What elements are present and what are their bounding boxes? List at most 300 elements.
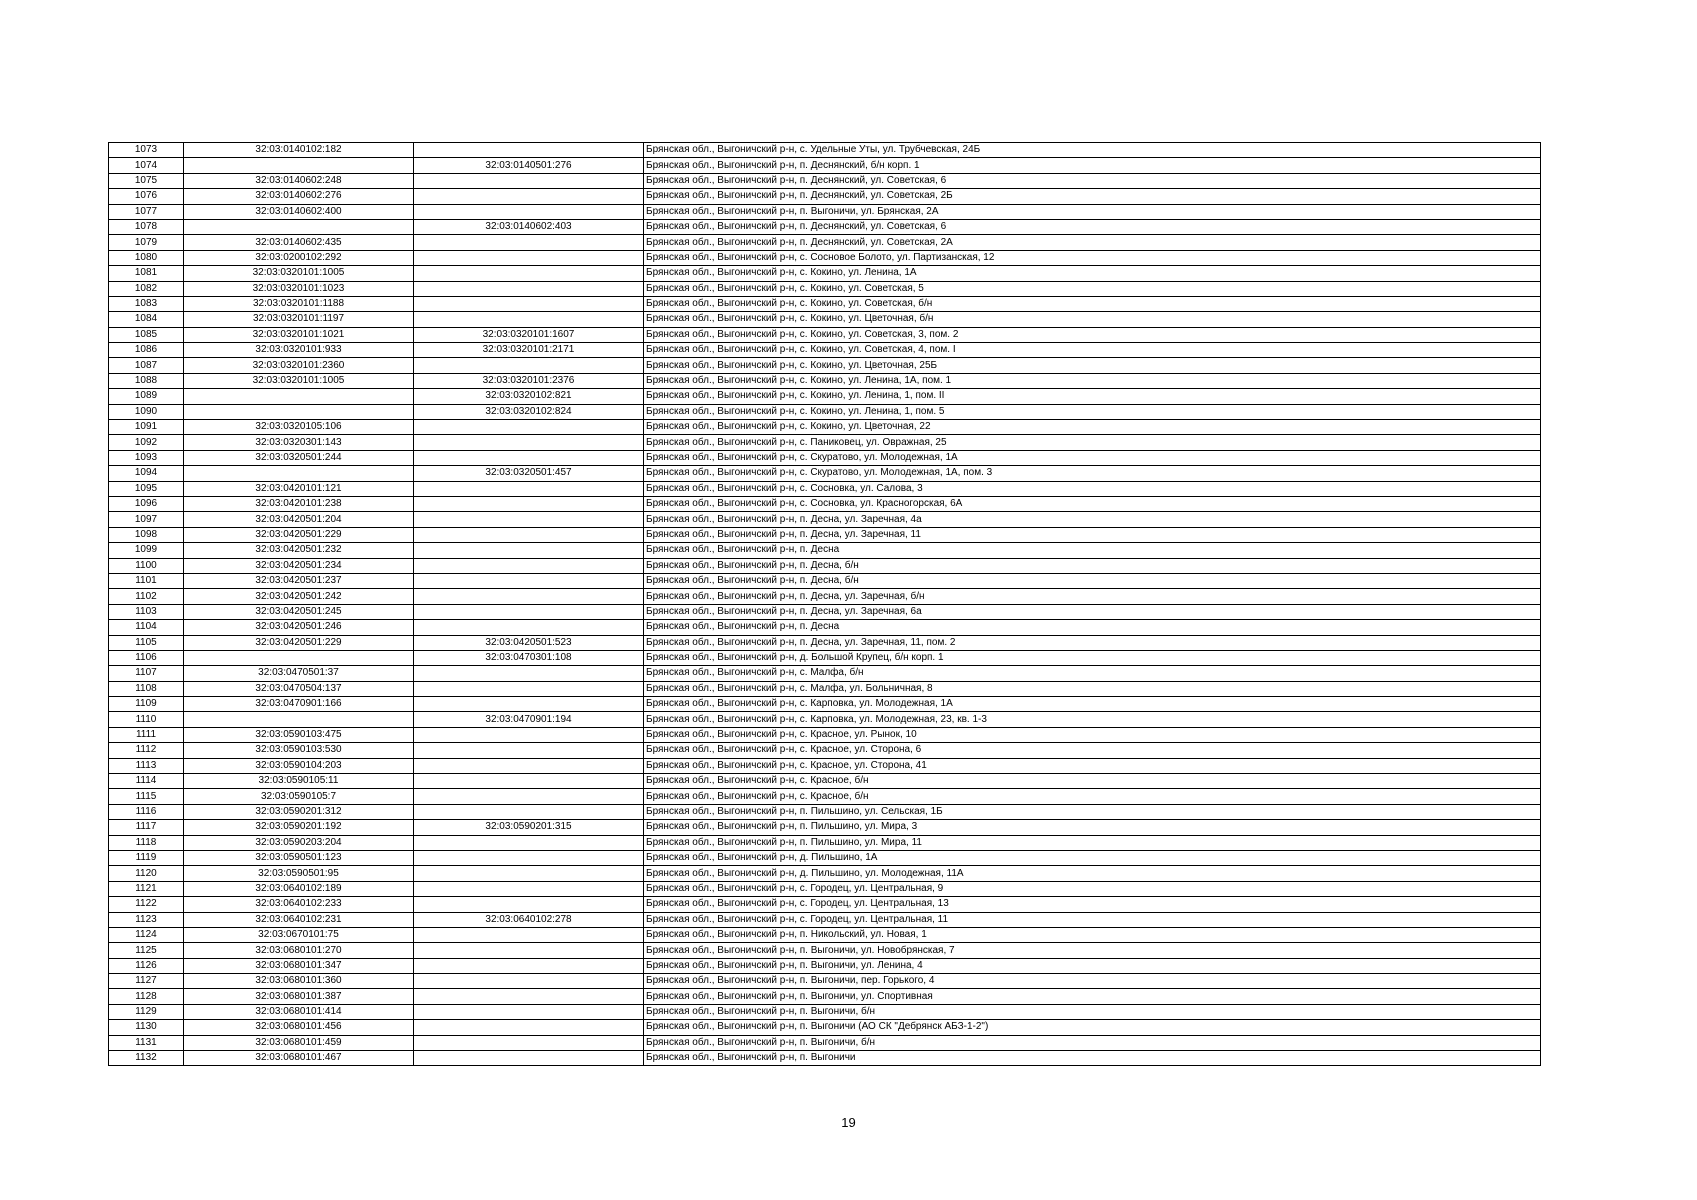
table-row <box>109 466 1541 481</box>
table-row <box>109 650 1541 665</box>
premises-cadastral-number-cell <box>414 850 644 865</box>
row-number-cell: 1095 <box>109 481 184 496</box>
row-number-cell: 1082 <box>109 281 184 296</box>
row-number-cell: 1092 <box>109 435 184 450</box>
table-row <box>109 897 1541 912</box>
cadastral-number-cell: 32:03:0680101:467 <box>184 1051 414 1066</box>
address-cell: Брянская обл., Выгоничский р-н, с. Городец, ул. Центральная, 9 <box>644 881 1541 896</box>
premises-cadastral-number-cell <box>414 1004 644 1019</box>
premises-cadastral-number-cell: 32:03:0320102:821 <box>414 389 644 404</box>
row-number-cell: 1084 <box>109 312 184 327</box>
row-number-cell: 1093 <box>109 450 184 465</box>
address-cell: Брянская обл., Выгоничский р-н, п. Деснянский, ул. Советская, 2Б <box>644 189 1541 204</box>
property-table <box>108 142 1541 1066</box>
table-row <box>109 958 1541 973</box>
cadastral-number-cell <box>184 389 414 404</box>
table-row <box>109 573 1541 588</box>
cadastral-number-cell: 32:03:0590104:203 <box>184 758 414 773</box>
cadastral-number-cell: 32:03:0470901:166 <box>184 697 414 712</box>
premises-cadastral-number-cell <box>414 143 644 158</box>
address-cell: Брянская обл., Выгоничский р-н, с. Кокино, ул. Цветочная, 22 <box>644 420 1541 435</box>
premises-cadastral-number-cell <box>414 958 644 973</box>
row-number-cell: 1086 <box>109 343 184 358</box>
premises-cadastral-number-cell <box>414 1035 644 1050</box>
cadastral-number-cell: 32:03:0590501:95 <box>184 866 414 881</box>
address-cell: Брянская обл., Выгоничский р-н, п. Десна, ул. Заречная, б/н <box>644 589 1541 604</box>
table-row <box>109 927 1541 942</box>
premises-cadastral-number-cell <box>414 727 644 742</box>
cadastral-number-cell: 32:03:0420501:229 <box>184 635 414 650</box>
address-cell: Брянская обл., Выгоничский р-н, п. Десна, б/н <box>644 573 1541 588</box>
table-row <box>109 143 1541 158</box>
cadastral-number-cell <box>184 158 414 173</box>
address-cell: Брянская обл., Выгоничский р-н, п. Десна, ул. Заречная, 11 <box>644 527 1541 542</box>
cadastral-number-cell: 32:03:0320101:2360 <box>184 358 414 373</box>
row-number-cell: 1124 <box>109 927 184 942</box>
cadastral-number-cell <box>184 650 414 665</box>
table-row <box>109 189 1541 204</box>
cadastral-number-cell: 32:03:0320101:1188 <box>184 296 414 311</box>
row-number-cell: 1076 <box>109 189 184 204</box>
address-cell: Брянская обл., Выгоничский р-н, п. Выгоничи, ул. Спортивная <box>644 989 1541 1004</box>
cadastral-number-cell: 32:03:0590501:123 <box>184 850 414 865</box>
address-cell: Брянская обл., Выгоничский р-н, с. Кокино, ул. Ленина, 1А, пом. 1 <box>644 373 1541 388</box>
address-cell: Брянская обл., Выгоничский р-н, с. Кокино, ул. Советская, 5 <box>644 281 1541 296</box>
row-number-cell: 1113 <box>109 758 184 773</box>
premises-cadastral-number-cell <box>414 496 644 511</box>
address-cell: Брянская обл., Выгоничский р-н, с. Удельные Уты, ул. Трубчевская, 24Б <box>644 143 1541 158</box>
cadastral-number-cell: 32:03:0590203:204 <box>184 835 414 850</box>
cadastral-number-cell: 32:03:0320301:143 <box>184 435 414 450</box>
premises-cadastral-number-cell: 32:03:0640102:278 <box>414 912 644 927</box>
row-number-cell: 1130 <box>109 1020 184 1035</box>
address-cell: Брянская обл., Выгоничский р-н, с. Малфа, б/н <box>644 666 1541 681</box>
table-row <box>109 420 1541 435</box>
premises-cadastral-number-cell <box>414 527 644 542</box>
address-cell: Брянская обл., Выгоничский р-н, п. Десна, ул. Заречная, 6а <box>644 604 1541 619</box>
row-number-cell: 1078 <box>109 219 184 234</box>
table-row <box>109 296 1541 311</box>
premises-cadastral-number-cell <box>414 1051 644 1066</box>
address-cell: Брянская обл., Выгоничский р-н, п. Пильшино, ул. Мира, 3 <box>644 820 1541 835</box>
premises-cadastral-number-cell <box>414 435 644 450</box>
address-cell: Брянская обл., Выгоничский р-н, п. Выгоничи, ул. Ленина, 4 <box>644 958 1541 973</box>
cadastral-number-cell: 32:03:0640102:233 <box>184 897 414 912</box>
cadastral-number-cell: 32:03:0140602:435 <box>184 235 414 250</box>
row-number-cell: 1080 <box>109 250 184 265</box>
premises-cadastral-number-cell <box>414 296 644 311</box>
row-number-cell: 1112 <box>109 743 184 758</box>
premises-cadastral-number-cell <box>414 450 644 465</box>
premises-cadastral-number-cell <box>414 681 644 696</box>
row-number-cell: 1110 <box>109 712 184 727</box>
table-row <box>109 358 1541 373</box>
address-cell: Брянская обл., Выгоничский р-н, д. Пильшино, 1А <box>644 850 1541 865</box>
row-number-cell: 1104 <box>109 620 184 635</box>
cadastral-number-cell: 32:03:0420501:237 <box>184 573 414 588</box>
row-number-cell: 1109 <box>109 697 184 712</box>
premises-cadastral-number-cell <box>414 697 644 712</box>
table-row <box>109 158 1541 173</box>
address-cell: Брянская обл., Выгоничский р-н, с. Кокино, ул. Ленина, 1А <box>644 266 1541 281</box>
premises-cadastral-number-cell <box>414 573 644 588</box>
address-cell: Брянская обл., Выгоничский р-н, с. Сосновое Болото, ул. Партизанская, 12 <box>644 250 1541 265</box>
row-number-cell: 1091 <box>109 420 184 435</box>
table-row <box>109 281 1541 296</box>
table-row <box>109 1020 1541 1035</box>
premises-cadastral-number-cell: 32:03:0320101:2171 <box>414 343 644 358</box>
premises-cadastral-number-cell <box>414 743 644 758</box>
table-row <box>109 481 1541 496</box>
cadastral-number-cell: 32:03:0320101:1005 <box>184 266 414 281</box>
premises-cadastral-number-cell <box>414 589 644 604</box>
cadastral-number-cell: 32:03:0140102:182 <box>184 143 414 158</box>
row-number-cell: 1096 <box>109 496 184 511</box>
row-number-cell: 1075 <box>109 173 184 188</box>
address-cell: Брянская обл., Выгоничский р-н, с. Красное, ул. Рынок, 10 <box>644 727 1541 742</box>
address-cell: Брянская обл., Выгоничский р-н, п. Десна <box>644 620 1541 635</box>
cadastral-number-cell: 32:03:0420501:234 <box>184 558 414 573</box>
premises-cadastral-number-cell <box>414 558 644 573</box>
table-row <box>109 173 1541 188</box>
address-cell: Брянская обл., Выгоничский р-н, с. Скуратово, ул. Молодежная, 1А, пом. 3 <box>644 466 1541 481</box>
premises-cadastral-number-cell <box>414 481 644 496</box>
table-row <box>109 635 1541 650</box>
row-number-cell: 1073 <box>109 143 184 158</box>
address-cell: Брянская обл., Выгоничский р-н, с. Кокино, ул. Советская, б/н <box>644 296 1541 311</box>
table-row <box>109 343 1541 358</box>
cadastral-number-cell: 32:03:0320501:244 <box>184 450 414 465</box>
address-cell: Брянская обл., Выгоничский р-н, п. Никольский, ул. Новая, 1 <box>644 927 1541 942</box>
premises-cadastral-number-cell <box>414 620 644 635</box>
premises-cadastral-number-cell <box>414 774 644 789</box>
address-cell: Брянская обл., Выгоничский р-н, п. Пильшино, ул. Сельская, 1Б <box>644 804 1541 819</box>
row-number-cell: 1128 <box>109 989 184 1004</box>
row-number-cell: 1129 <box>109 1004 184 1019</box>
row-number-cell: 1120 <box>109 866 184 881</box>
table-row <box>109 820 1541 835</box>
cadastral-number-cell: 32:03:0680101:270 <box>184 943 414 958</box>
row-number-cell: 1100 <box>109 558 184 573</box>
table-row <box>109 774 1541 789</box>
address-cell: Брянская обл., Выгоничский р-н, п. Пильшино, ул. Мира, 11 <box>644 835 1541 850</box>
address-cell: Брянская обл., Выгоничский р-н, с. Кокино, ул. Цветочная, б/н <box>644 312 1541 327</box>
cadastral-number-cell: 32:03:0670101:75 <box>184 927 414 942</box>
address-cell: Брянская обл., Выгоничский р-н, с. Кокино, ул. Ленина, 1, пом. 5 <box>644 404 1541 419</box>
cadastral-number-cell: 32:03:0590105:11 <box>184 774 414 789</box>
address-cell: Брянская обл., Выгоничский р-н, с. Скуратово, ул. Молодежная, 1А <box>644 450 1541 465</box>
address-cell: Брянская обл., Выгоничский р-н, п. Выгоничи, б/н <box>644 1004 1541 1019</box>
table-row <box>109 850 1541 865</box>
row-number-cell: 1116 <box>109 804 184 819</box>
premises-cadastral-number-cell <box>414 512 644 527</box>
table-row <box>109 604 1541 619</box>
premises-cadastral-number-cell <box>414 250 644 265</box>
address-cell: Брянская обл., Выгоничский р-н, п. Деснянский, ул. Советская, 2А <box>644 235 1541 250</box>
row-number-cell: 1108 <box>109 681 184 696</box>
premises-cadastral-number-cell <box>414 235 644 250</box>
address-cell: Брянская обл., Выгоничский р-н, с. Кокино, ул. Советская, 4, пом. I <box>644 343 1541 358</box>
row-number-cell: 1121 <box>109 881 184 896</box>
row-number-cell: 1099 <box>109 543 184 558</box>
cadastral-number-cell: 32:03:0420501:242 <box>184 589 414 604</box>
cadastral-number-cell: 32:03:0470501:37 <box>184 666 414 681</box>
cadastral-number-cell: 32:03:0470504:137 <box>184 681 414 696</box>
cadastral-number-cell <box>184 466 414 481</box>
row-number-cell: 1077 <box>109 204 184 219</box>
cadastral-number-cell: 32:03:0640102:189 <box>184 881 414 896</box>
address-cell: Брянская обл., Выгоничский р-н, п. Выгоничи, ул. Брянская, 2А <box>644 204 1541 219</box>
premises-cadastral-number-cell <box>414 189 644 204</box>
premises-cadastral-number-cell <box>414 943 644 958</box>
cadastral-number-cell: 32:03:0590201:192 <box>184 820 414 835</box>
table-row <box>109 327 1541 342</box>
premises-cadastral-number-cell <box>414 173 644 188</box>
cadastral-number-cell: 32:03:0680101:360 <box>184 974 414 989</box>
table-row <box>109 435 1541 450</box>
table-row <box>109 712 1541 727</box>
address-cell: Брянская обл., Выгоничский р-н, п. Выгоничи, ул. Новобрянская, 7 <box>644 943 1541 958</box>
premises-cadastral-number-cell <box>414 835 644 850</box>
table-row <box>109 266 1541 281</box>
premises-cadastral-number-cell <box>414 866 644 881</box>
cadastral-number-cell: 32:03:0320101:1023 <box>184 281 414 296</box>
table-row <box>109 1035 1541 1050</box>
row-number-cell: 1101 <box>109 573 184 588</box>
address-cell: Брянская обл., Выгоничский р-н, с. Карповка, ул. Молодежная, 1А <box>644 697 1541 712</box>
table-row <box>109 404 1541 419</box>
premises-cadastral-number-cell: 32:03:0140501:276 <box>414 158 644 173</box>
address-cell: Брянская обл., Выгоничский р-н, с. Красное, ул. Сторона, 6 <box>644 743 1541 758</box>
cadastral-number-cell: 32:03:0140602:248 <box>184 173 414 188</box>
row-number-cell: 1131 <box>109 1035 184 1050</box>
row-number-cell: 1081 <box>109 266 184 281</box>
table-row <box>109 789 1541 804</box>
table-row <box>109 389 1541 404</box>
address-cell: Брянская обл., Выгоничский р-н, с. Карповка, ул. Молодежная, 23, кв. 1-3 <box>644 712 1541 727</box>
row-number-cell: 1106 <box>109 650 184 665</box>
cadastral-number-cell: 32:03:0590103:530 <box>184 743 414 758</box>
cadastral-number-cell: 32:03:0420501:204 <box>184 512 414 527</box>
premises-cadastral-number-cell <box>414 974 644 989</box>
premises-cadastral-number-cell: 32:03:0320501:457 <box>414 466 644 481</box>
premises-cadastral-number-cell <box>414 420 644 435</box>
premises-cadastral-number-cell <box>414 204 644 219</box>
table-row <box>109 835 1541 850</box>
table-row <box>109 620 1541 635</box>
address-cell: Брянская обл., Выгоничский р-н, п. Выгоничи, пер. Горького, 4 <box>644 974 1541 989</box>
address-cell: Брянская обл., Выгоничский р-н, д. Большой Крупец, б/н корп. 1 <box>644 650 1541 665</box>
address-cell: Брянская обл., Выгоничский р-н, п. Выгоничи (АО СК "Дебрянск АБЗ-1-2") <box>644 1020 1541 1035</box>
table-row <box>109 912 1541 927</box>
address-cell: Брянская обл., Выгоничский р-н, с. Паниковец, ул. Овражная, 25 <box>644 435 1541 450</box>
address-cell: Брянская обл., Выгоничский р-н, с. Малфа, ул. Больничная, 8 <box>644 681 1541 696</box>
row-number-cell: 1105 <box>109 635 184 650</box>
address-cell: Брянская обл., Выгоничский р-н, п. Выгоничи, б/н <box>644 1035 1541 1050</box>
premises-cadastral-number-cell <box>414 266 644 281</box>
premises-cadastral-number-cell <box>414 358 644 373</box>
table-row <box>109 697 1541 712</box>
table-row <box>109 943 1541 958</box>
premises-cadastral-number-cell <box>414 881 644 896</box>
premises-cadastral-number-cell: 32:03:0420501:523 <box>414 635 644 650</box>
address-cell: Брянская обл., Выгоничский р-н, с. Кокино, ул. Цветочная, 25Б <box>644 358 1541 373</box>
address-cell: Брянская обл., Выгоничский р-н, п. Деснянский, б/н корп. 1 <box>644 158 1541 173</box>
row-number-cell: 1087 <box>109 358 184 373</box>
row-number-cell: 1079 <box>109 235 184 250</box>
row-number-cell: 1126 <box>109 958 184 973</box>
table-row <box>109 527 1541 542</box>
address-cell: Брянская обл., Выгоничский р-н, с. Красное, ул. Сторона, 41 <box>644 758 1541 773</box>
premises-cadastral-number-cell <box>414 1020 644 1035</box>
cadastral-number-cell: 32:03:0420101:238 <box>184 496 414 511</box>
cadastral-number-cell <box>184 404 414 419</box>
row-number-cell: 1074 <box>109 158 184 173</box>
row-number-cell: 1123 <box>109 912 184 927</box>
table-row <box>109 312 1541 327</box>
address-cell: Брянская обл., Выгоничский р-н, п. Десна, ул. Заречная, 4а <box>644 512 1541 527</box>
premises-cadastral-number-cell <box>414 666 644 681</box>
cadastral-number-cell <box>184 712 414 727</box>
table-row <box>109 727 1541 742</box>
address-cell: Брянская обл., Выгоничский р-н, п. Деснянский, ул. Советская, 6 <box>644 219 1541 234</box>
cadastral-number-cell: 32:03:0420501:232 <box>184 543 414 558</box>
table-row <box>109 373 1541 388</box>
cadastral-number-cell: 32:03:0590103:475 <box>184 727 414 742</box>
address-cell: Брянская обл., Выгоничский р-н, п. Десна, б/н <box>644 558 1541 573</box>
address-cell: Брянская обл., Выгоничский р-н, п. Десна, ул. Заречная, 11, пом. 2 <box>644 635 1541 650</box>
row-number-cell: 1090 <box>109 404 184 419</box>
address-cell: Брянская обл., Выгоничский р-н, с. Красное, б/н <box>644 774 1541 789</box>
row-number-cell: 1119 <box>109 850 184 865</box>
address-cell: Брянская обл., Выгоничский р-н, с. Сосновка, ул. Салова, 3 <box>644 481 1541 496</box>
address-cell: Брянская обл., Выгоничский р-н, д. Пильшино, ул. Молодежная, 11А <box>644 866 1541 881</box>
row-number-cell: 1097 <box>109 512 184 527</box>
table-row <box>109 1051 1541 1066</box>
premises-cadastral-number-cell <box>414 604 644 619</box>
address-cell: Брянская обл., Выгоничский р-н, п. Десна <box>644 543 1541 558</box>
premises-cadastral-number-cell <box>414 281 644 296</box>
table-row <box>109 450 1541 465</box>
premises-cadastral-number-cell <box>414 789 644 804</box>
table-row <box>109 558 1541 573</box>
row-number-cell: 1117 <box>109 820 184 835</box>
row-number-cell: 1102 <box>109 589 184 604</box>
address-cell: Брянская обл., Выгоничский р-н, п. Деснянский, ул. Советская, 6 <box>644 173 1541 188</box>
table-row <box>109 743 1541 758</box>
cadastral-number-cell: 32:03:0680101:387 <box>184 989 414 1004</box>
cadastral-number-cell: 32:03:0320101:1021 <box>184 327 414 342</box>
cadastral-number-cell: 32:03:0140602:276 <box>184 189 414 204</box>
row-number-cell: 1132 <box>109 1051 184 1066</box>
cadastral-number-cell: 32:03:0590105:7 <box>184 789 414 804</box>
premises-cadastral-number-cell: 32:03:0470301:108 <box>414 650 644 665</box>
table-body <box>109 143 1541 1066</box>
cadastral-number-cell: 32:03:0420101:121 <box>184 481 414 496</box>
table-row <box>109 512 1541 527</box>
cadastral-number-cell: 32:03:0680101:459 <box>184 1035 414 1050</box>
address-cell: Брянская обл., Выгоничский р-н, п. Выгоничи <box>644 1051 1541 1066</box>
row-number-cell: 1115 <box>109 789 184 804</box>
cadastral-number-cell: 32:03:0320101:1005 <box>184 373 414 388</box>
cadastral-number-cell: 32:03:0590201:312 <box>184 804 414 819</box>
table-row <box>109 681 1541 696</box>
premises-cadastral-number-cell <box>414 758 644 773</box>
row-number-cell: 1085 <box>109 327 184 342</box>
premises-cadastral-number-cell: 32:03:0320101:1607 <box>414 327 644 342</box>
address-cell: Брянская обл., Выгоничский р-н, с. Кокино, ул. Советская, 3, пом. 2 <box>644 327 1541 342</box>
premises-cadastral-number-cell <box>414 927 644 942</box>
table-row <box>109 219 1541 234</box>
cadastral-number-cell <box>184 219 414 234</box>
cadastral-number-cell: 32:03:0420501:229 <box>184 527 414 542</box>
address-cell: Брянская обл., Выгоничский р-н, с. Городец, ул. Центральная, 11 <box>644 912 1541 927</box>
premises-cadastral-number-cell: 32:03:0140602:403 <box>414 219 644 234</box>
row-number-cell: 1118 <box>109 835 184 850</box>
row-number-cell: 1083 <box>109 296 184 311</box>
row-number-cell: 1127 <box>109 974 184 989</box>
table-row <box>109 250 1541 265</box>
cadastral-number-cell: 32:03:0640102:231 <box>184 912 414 927</box>
premises-cadastral-number-cell <box>414 897 644 912</box>
table-row <box>109 758 1541 773</box>
row-number-cell: 1088 <box>109 373 184 388</box>
premises-cadastral-number-cell <box>414 312 644 327</box>
table-row <box>109 804 1541 819</box>
cadastral-number-cell: 32:03:0680101:414 <box>184 1004 414 1019</box>
premises-cadastral-number-cell <box>414 989 644 1004</box>
row-number-cell: 1098 <box>109 527 184 542</box>
table-row <box>109 204 1541 219</box>
table-row <box>109 881 1541 896</box>
premises-cadastral-number-cell <box>414 804 644 819</box>
premises-cadastral-number-cell: 32:03:0590201:315 <box>414 820 644 835</box>
row-number-cell: 1107 <box>109 666 184 681</box>
row-number-cell: 1122 <box>109 897 184 912</box>
address-cell: Брянская обл., Выгоничский р-н, с. Городец, ул. Центральная, 13 <box>644 897 1541 912</box>
page-number: 19 <box>841 1115 856 1130</box>
address-cell: Брянская обл., Выгоничский р-н, с. Сосновка, ул. Красногорская, 6А <box>644 496 1541 511</box>
row-number-cell: 1094 <box>109 466 184 481</box>
cadastral-number-cell: 32:03:0320105:106 <box>184 420 414 435</box>
row-number-cell: 1089 <box>109 389 184 404</box>
table-row <box>109 1004 1541 1019</box>
cadastral-number-cell: 32:03:0420501:246 <box>184 620 414 635</box>
table-row <box>109 496 1541 511</box>
table-row <box>109 543 1541 558</box>
premises-cadastral-number-cell: 32:03:0320102:824 <box>414 404 644 419</box>
address-cell: Брянская обл., Выгоничский р-н, с. Кокино, ул. Ленина, 1, пом. II <box>644 389 1541 404</box>
address-cell: Брянская обл., Выгоничский р-н, с. Красное, б/н <box>644 789 1541 804</box>
premises-cadastral-number-cell: 32:03:0320101:2376 <box>414 373 644 388</box>
row-number-cell: 1103 <box>109 604 184 619</box>
row-number-cell: 1125 <box>109 943 184 958</box>
table-row <box>109 866 1541 881</box>
table-row <box>109 974 1541 989</box>
premises-cadastral-number-cell: 32:03:0470901:194 <box>414 712 644 727</box>
cadastral-number-cell: 32:03:0680101:347 <box>184 958 414 973</box>
cadastral-number-cell: 32:03:0200102:292 <box>184 250 414 265</box>
cadastral-number-cell: 32:03:0680101:456 <box>184 1020 414 1035</box>
cadastral-number-cell: 32:03:0420501:245 <box>184 604 414 619</box>
cadastral-number-cell: 32:03:0320101:933 <box>184 343 414 358</box>
cadastral-number-cell: 32:03:0320101:1197 <box>184 312 414 327</box>
table-row <box>109 989 1541 1004</box>
table-row <box>109 589 1541 604</box>
table-row <box>109 666 1541 681</box>
cadastral-number-cell: 32:03:0140602:400 <box>184 204 414 219</box>
row-number-cell: 1114 <box>109 774 184 789</box>
